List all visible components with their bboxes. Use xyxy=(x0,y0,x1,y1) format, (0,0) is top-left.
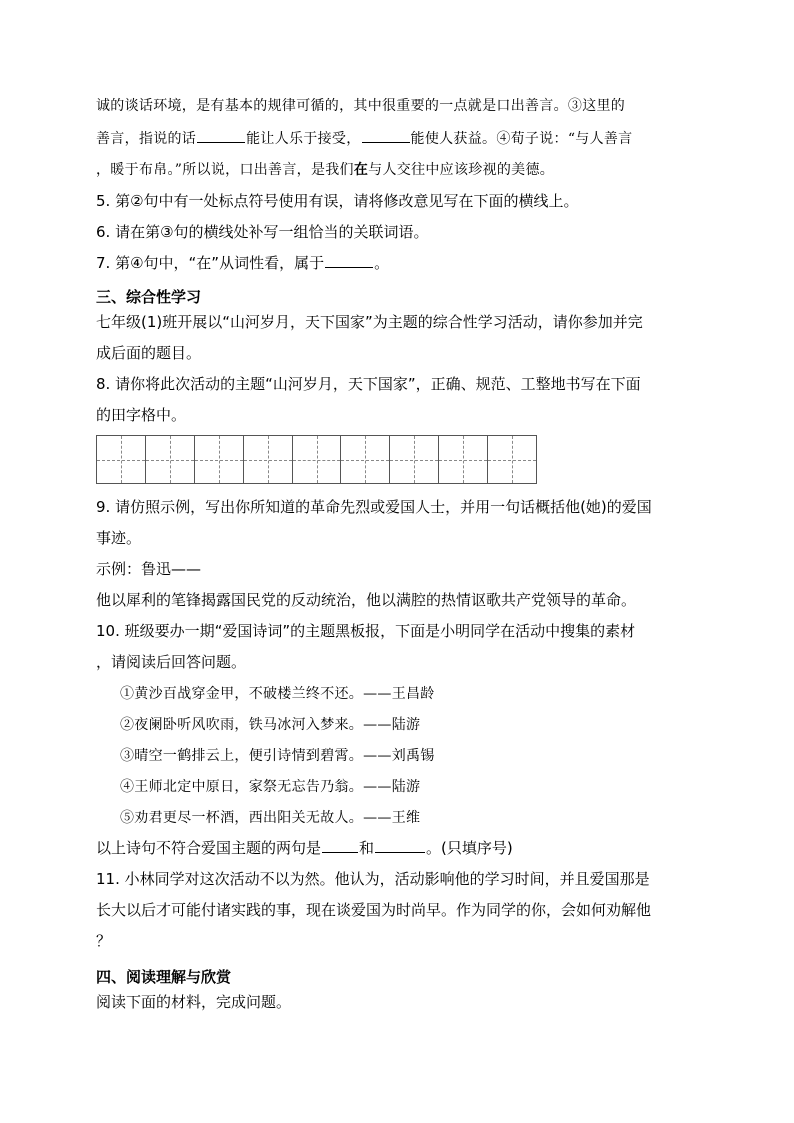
grid-cell[interactable] xyxy=(488,436,536,483)
question-10-line-1: 10. 班级要办一期“爱国诗词”的主题黑板报，下面是小明同学在活动中搜集的素材 xyxy=(96,622,636,640)
question-11-line-3: ？ xyxy=(96,932,112,950)
answer-blank[interactable] xyxy=(375,838,425,853)
grid-cell[interactable] xyxy=(341,436,390,483)
section-4-intro: 阅读下面的材料，完成问题。 xyxy=(96,993,292,1011)
poem-line-5: ⑤劝君更尽一杯酒，西出阳关无故人。——王维 xyxy=(120,810,421,826)
grid-cell[interactable] xyxy=(244,436,293,483)
grid-cell[interactable] xyxy=(146,436,195,483)
emphasized-word: 在 xyxy=(353,162,369,178)
answer-blank[interactable] xyxy=(362,128,410,143)
question-11-line-2: 长大以后才可能付诸实践的事，现在谈爱国为时尚早。作为同学的你，会如何劝解他 xyxy=(96,901,652,919)
answer-blank[interactable] xyxy=(197,128,245,143)
question-9-example: 示例：鲁迅—— xyxy=(96,560,202,578)
poem-line-2: ②夜阑卧听风吹雨，铁马冰河入梦来。——陆游 xyxy=(120,717,421,733)
grid-cell[interactable] xyxy=(439,436,488,483)
section-3-intro-line-1: 七年级(1)班开展以“山河岁月，天下国家”为主题的综合性学习活动，请你参加并完 xyxy=(96,313,643,331)
passage-text: 与人交往中应该珍视的美德。 xyxy=(368,162,555,178)
passage-text: ，暖于布帛。”所以说，口出善言，是我们 xyxy=(96,162,354,178)
question-5: 5. 第②句中有一处标点符号使用有误，请将修改意见写在下面的横线上。 xyxy=(96,192,579,210)
passage-text: 善言，指说的话 xyxy=(96,131,197,147)
question-text: 。 xyxy=(374,254,390,272)
passage-line-2 xyxy=(96,128,632,149)
question-8-line-1: 8. 请你将此次活动的主题“山河岁月，天下国家”，正确、规范、工整地书写在下面 xyxy=(96,375,641,393)
question-text: 以上诗句不符合爱国主题的两句是 xyxy=(96,839,322,857)
grid-cell[interactable] xyxy=(390,436,439,483)
question-11-line-1: 11. 小林同学对这次活动不以为然。他认为，活动影响他的学习时间，并且爱国那是 xyxy=(96,870,650,888)
passage-line-3 xyxy=(96,160,554,180)
tianzige-grid[interactable] xyxy=(96,435,537,484)
question-10-answer xyxy=(96,838,513,858)
passage-text: 能使人获益。④荀子说：“与人善言 xyxy=(410,131,633,147)
poem-line-3: ③晴空一鹤排云上，便引诗情到碧霄。——刘禹锡 xyxy=(120,748,435,764)
question-9-line-2: 事迹。 xyxy=(96,529,142,547)
grid-cell[interactable] xyxy=(293,436,342,483)
question-6: 6. 请在第③句的横线处补写一组恰当的关联词语。 xyxy=(96,223,429,241)
section-4-title: 四、阅读理解与欣赏 xyxy=(96,968,232,986)
answer-blank[interactable] xyxy=(325,253,373,268)
poem-line-1: ①黄沙百战穿金甲，不破楼兰终不还。——王昌龄 xyxy=(120,686,435,702)
section-3-title: 三、综合性学习 xyxy=(96,288,202,306)
question-text: 7. 第④句中，“在”从词性看，属于 xyxy=(96,254,325,272)
poem-line-4: ④王师北定中原日，家祭无忘告乃翁。——陆游 xyxy=(120,779,421,795)
question-9-example-text: 他以犀利的笔锋揭露国民党的反动统治，他以满腔的热情讴歌共产党领导的革命。 xyxy=(96,591,637,609)
grid-cell[interactable] xyxy=(195,436,244,483)
question-8-line-2: 的田字格中。 xyxy=(96,406,187,424)
question-9-line-1: 9. 请仿照示例，写出你所知道的革命先烈或爱国人士，并用一句话概括他(她)的爱国 xyxy=(96,498,652,516)
passage-line-1: 诚的谈话环境，是有基本的规律可循的，其中很重要的一点就是口出善言。③这里的 xyxy=(96,98,626,114)
question-text: 和 xyxy=(359,839,375,857)
section-3-intro-line-2: 成后面的题目。 xyxy=(96,344,202,362)
grid-cell[interactable] xyxy=(97,436,146,483)
question-7 xyxy=(96,253,389,273)
question-text: 。(只填序号) xyxy=(426,839,513,857)
question-10-line-2: ，请阅读后回答问题。 xyxy=(96,653,247,671)
passage-text: 能让人乐于接受， xyxy=(246,131,361,147)
answer-blank[interactable] xyxy=(322,838,358,853)
